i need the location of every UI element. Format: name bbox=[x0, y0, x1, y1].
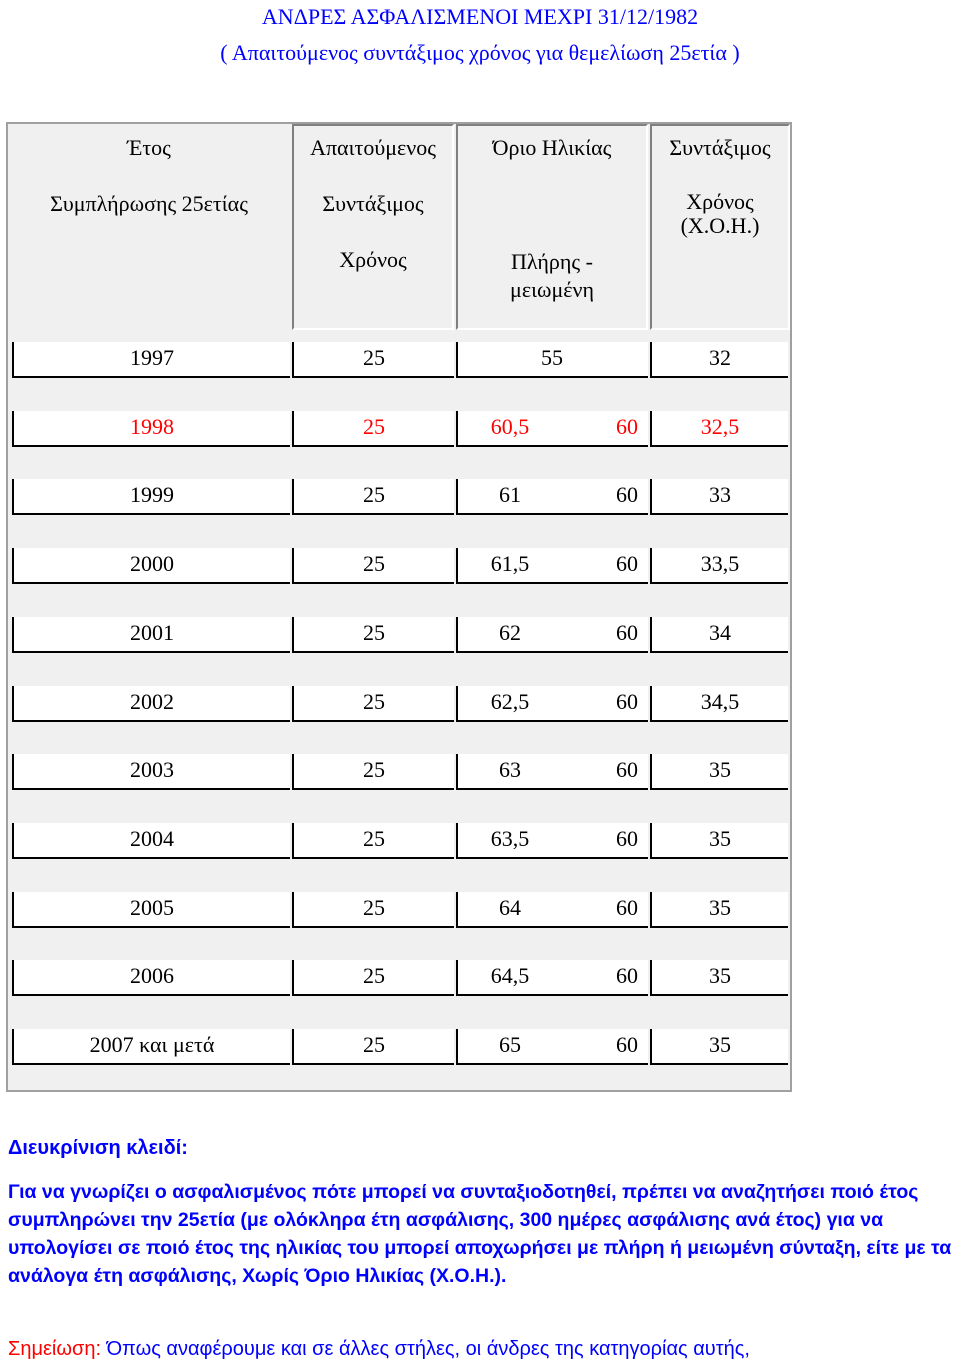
cell-year: 2007 και μετά bbox=[12, 1029, 290, 1065]
cell-age bbox=[456, 960, 648, 996]
cell-year: 2001 bbox=[12, 617, 290, 653]
age-full: 64,5 bbox=[490, 963, 530, 989]
remark-label: Σημείωση: bbox=[8, 1338, 102, 1360]
table-row bbox=[8, 670, 790, 738]
header-required-line1: Απαιτούμενος bbox=[310, 135, 436, 160]
age-full: 55 bbox=[541, 345, 563, 370]
cell-year: 2006 bbox=[12, 960, 290, 996]
age-full: 65 bbox=[499, 1032, 521, 1057]
header-year-line2: Συμπλήρωσης 25ετίας bbox=[50, 191, 248, 216]
table-row bbox=[8, 326, 790, 394]
cell-noh: 34,5 bbox=[650, 686, 788, 722]
header-age-line1: Όριο Ηλικίας bbox=[492, 135, 612, 160]
cell-year: 2000 bbox=[12, 548, 290, 584]
table-row bbox=[8, 601, 790, 669]
age-full: 63 bbox=[499, 757, 521, 783]
age-full: 62,5 bbox=[490, 688, 530, 714]
cell-required: 25 bbox=[292, 686, 454, 722]
remark bbox=[8, 1338, 750, 1361]
cell-year: 2005 bbox=[12, 892, 290, 928]
header-year bbox=[8, 124, 290, 330]
cell-noh: 35 bbox=[650, 823, 788, 859]
cell-age bbox=[456, 411, 648, 447]
header-year-line1: Έτος bbox=[127, 135, 171, 160]
age-reduced: 60 bbox=[616, 688, 638, 714]
header-age-line2: Πλήρης - bbox=[511, 249, 593, 274]
header-required-line3: Χρόνος bbox=[339, 247, 407, 272]
age-reduced: 60 bbox=[616, 963, 638, 989]
pension-table bbox=[6, 122, 792, 1092]
cell-required: 25 bbox=[292, 754, 454, 790]
cell-age bbox=[456, 892, 648, 928]
age-reduced: 60 bbox=[616, 825, 638, 851]
cell-age bbox=[456, 617, 648, 653]
cell-age bbox=[456, 754, 648, 790]
age-reduced: 60 bbox=[616, 1032, 638, 1057]
cell-age bbox=[456, 548, 648, 584]
age-full: 61,5 bbox=[490, 551, 530, 577]
table-row bbox=[8, 944, 790, 1012]
cell-required: 25 bbox=[292, 548, 454, 584]
cell-noh: 34 bbox=[650, 617, 788, 653]
age-reduced: 60 bbox=[616, 757, 638, 783]
cell-age bbox=[456, 823, 648, 859]
cell-age bbox=[456, 342, 648, 378]
cell-age bbox=[456, 1029, 648, 1065]
age-full: 61 bbox=[499, 482, 521, 508]
cell-noh: 35 bbox=[650, 754, 788, 790]
cell-age bbox=[456, 479, 648, 515]
header-required-line2: Συντάξιμος bbox=[322, 191, 424, 216]
table-row bbox=[8, 738, 790, 806]
cell-required: 25 bbox=[292, 960, 454, 996]
table-row bbox=[8, 876, 790, 944]
cell-noh: 35 bbox=[650, 1029, 788, 1065]
table-row bbox=[8, 395, 790, 463]
age-full: 60,5 bbox=[490, 413, 530, 439]
age-full: 64 bbox=[499, 894, 521, 920]
cell-required: 25 bbox=[292, 342, 454, 378]
page-title: ΑΝΔΡΕΣ ΑΣΦΑΛΙΣΜΕΝΟΙ ΜΕΧΡΙ 31/12/1982 bbox=[261, 4, 699, 29]
cell-year: 2002 bbox=[12, 686, 290, 722]
header-age bbox=[456, 124, 648, 330]
note-heading: Διευκρίνιση κλειδί: bbox=[8, 1137, 188, 1159]
age-full: 62 bbox=[499, 619, 521, 645]
cell-year: 1997 bbox=[12, 342, 290, 378]
cell-required: 25 bbox=[292, 617, 454, 653]
header-age-line3: μειωμένη bbox=[510, 277, 594, 302]
cell-year: 2003 bbox=[12, 754, 290, 790]
header-noh-line2: Χρόνος bbox=[686, 189, 754, 214]
cell-noh: 33 bbox=[650, 479, 788, 515]
table-row bbox=[8, 463, 790, 531]
note-body: Για να γνωρίζει ο ασφαλισμένος πότε μπορεί να συνταξιοδοτηθεί, πρέπει να αναζητήσει ποιό έτος συμπληρώνει την 25ετία (με ολόκληρα έτη ασφάλισης, 300 ημέρες ασφάλισης ανά έτος) για να υπολογίσει σε ποιό έτος της ηλικίας του μπορεί αποχωρήσει με πλήρη ή μειωμένη σύνταξη, είτε με τα ανάλογα έτη ασφάλισης, Χωρίς Όριο Ηλικίας (Χ.Ο.Η.). bbox=[8, 1181, 952, 1287]
cell-required: 25 bbox=[292, 411, 454, 447]
header-noh bbox=[650, 124, 790, 330]
header-required bbox=[292, 124, 454, 330]
cell-noh: 32 bbox=[650, 342, 788, 378]
remark-text: Όπως αναφέρουμε και σε άλλες στήλες, οι άνδρες της κατηγορίας αυτής, bbox=[101, 1338, 750, 1360]
cell-required: 25 bbox=[292, 892, 454, 928]
age-reduced: 60 bbox=[616, 482, 638, 508]
header-noh-line3: (Χ.Ο.Η.) bbox=[680, 213, 760, 238]
age-reduced: 60 bbox=[616, 894, 638, 920]
age-reduced: 60 bbox=[616, 619, 638, 645]
cell-age bbox=[456, 686, 648, 722]
cell-required: 25 bbox=[292, 1029, 454, 1065]
age-full: 63,5 bbox=[490, 825, 530, 851]
table-row bbox=[8, 807, 790, 875]
cell-noh: 35 bbox=[650, 960, 788, 996]
cell-year: 1999 bbox=[12, 479, 290, 515]
table-row bbox=[8, 532, 790, 600]
cell-required: 25 bbox=[292, 479, 454, 515]
cell-required: 25 bbox=[292, 823, 454, 859]
table-row bbox=[8, 1013, 790, 1081]
cell-year: 1998 bbox=[12, 411, 290, 447]
cell-noh: 35 bbox=[650, 892, 788, 928]
page-subtitle: ( Απαιτούμενος συντάξιμος χρόνος για θεμελίωση 25ετία ) bbox=[220, 40, 740, 65]
cell-noh: 32,5 bbox=[650, 411, 788, 447]
header-noh-line1: Συντάξιμος bbox=[669, 135, 771, 160]
age-reduced: 60 bbox=[616, 413, 638, 439]
cell-noh: 33,5 bbox=[650, 548, 788, 584]
age-reduced: 60 bbox=[616, 551, 638, 577]
cell-year: 2004 bbox=[12, 823, 290, 859]
